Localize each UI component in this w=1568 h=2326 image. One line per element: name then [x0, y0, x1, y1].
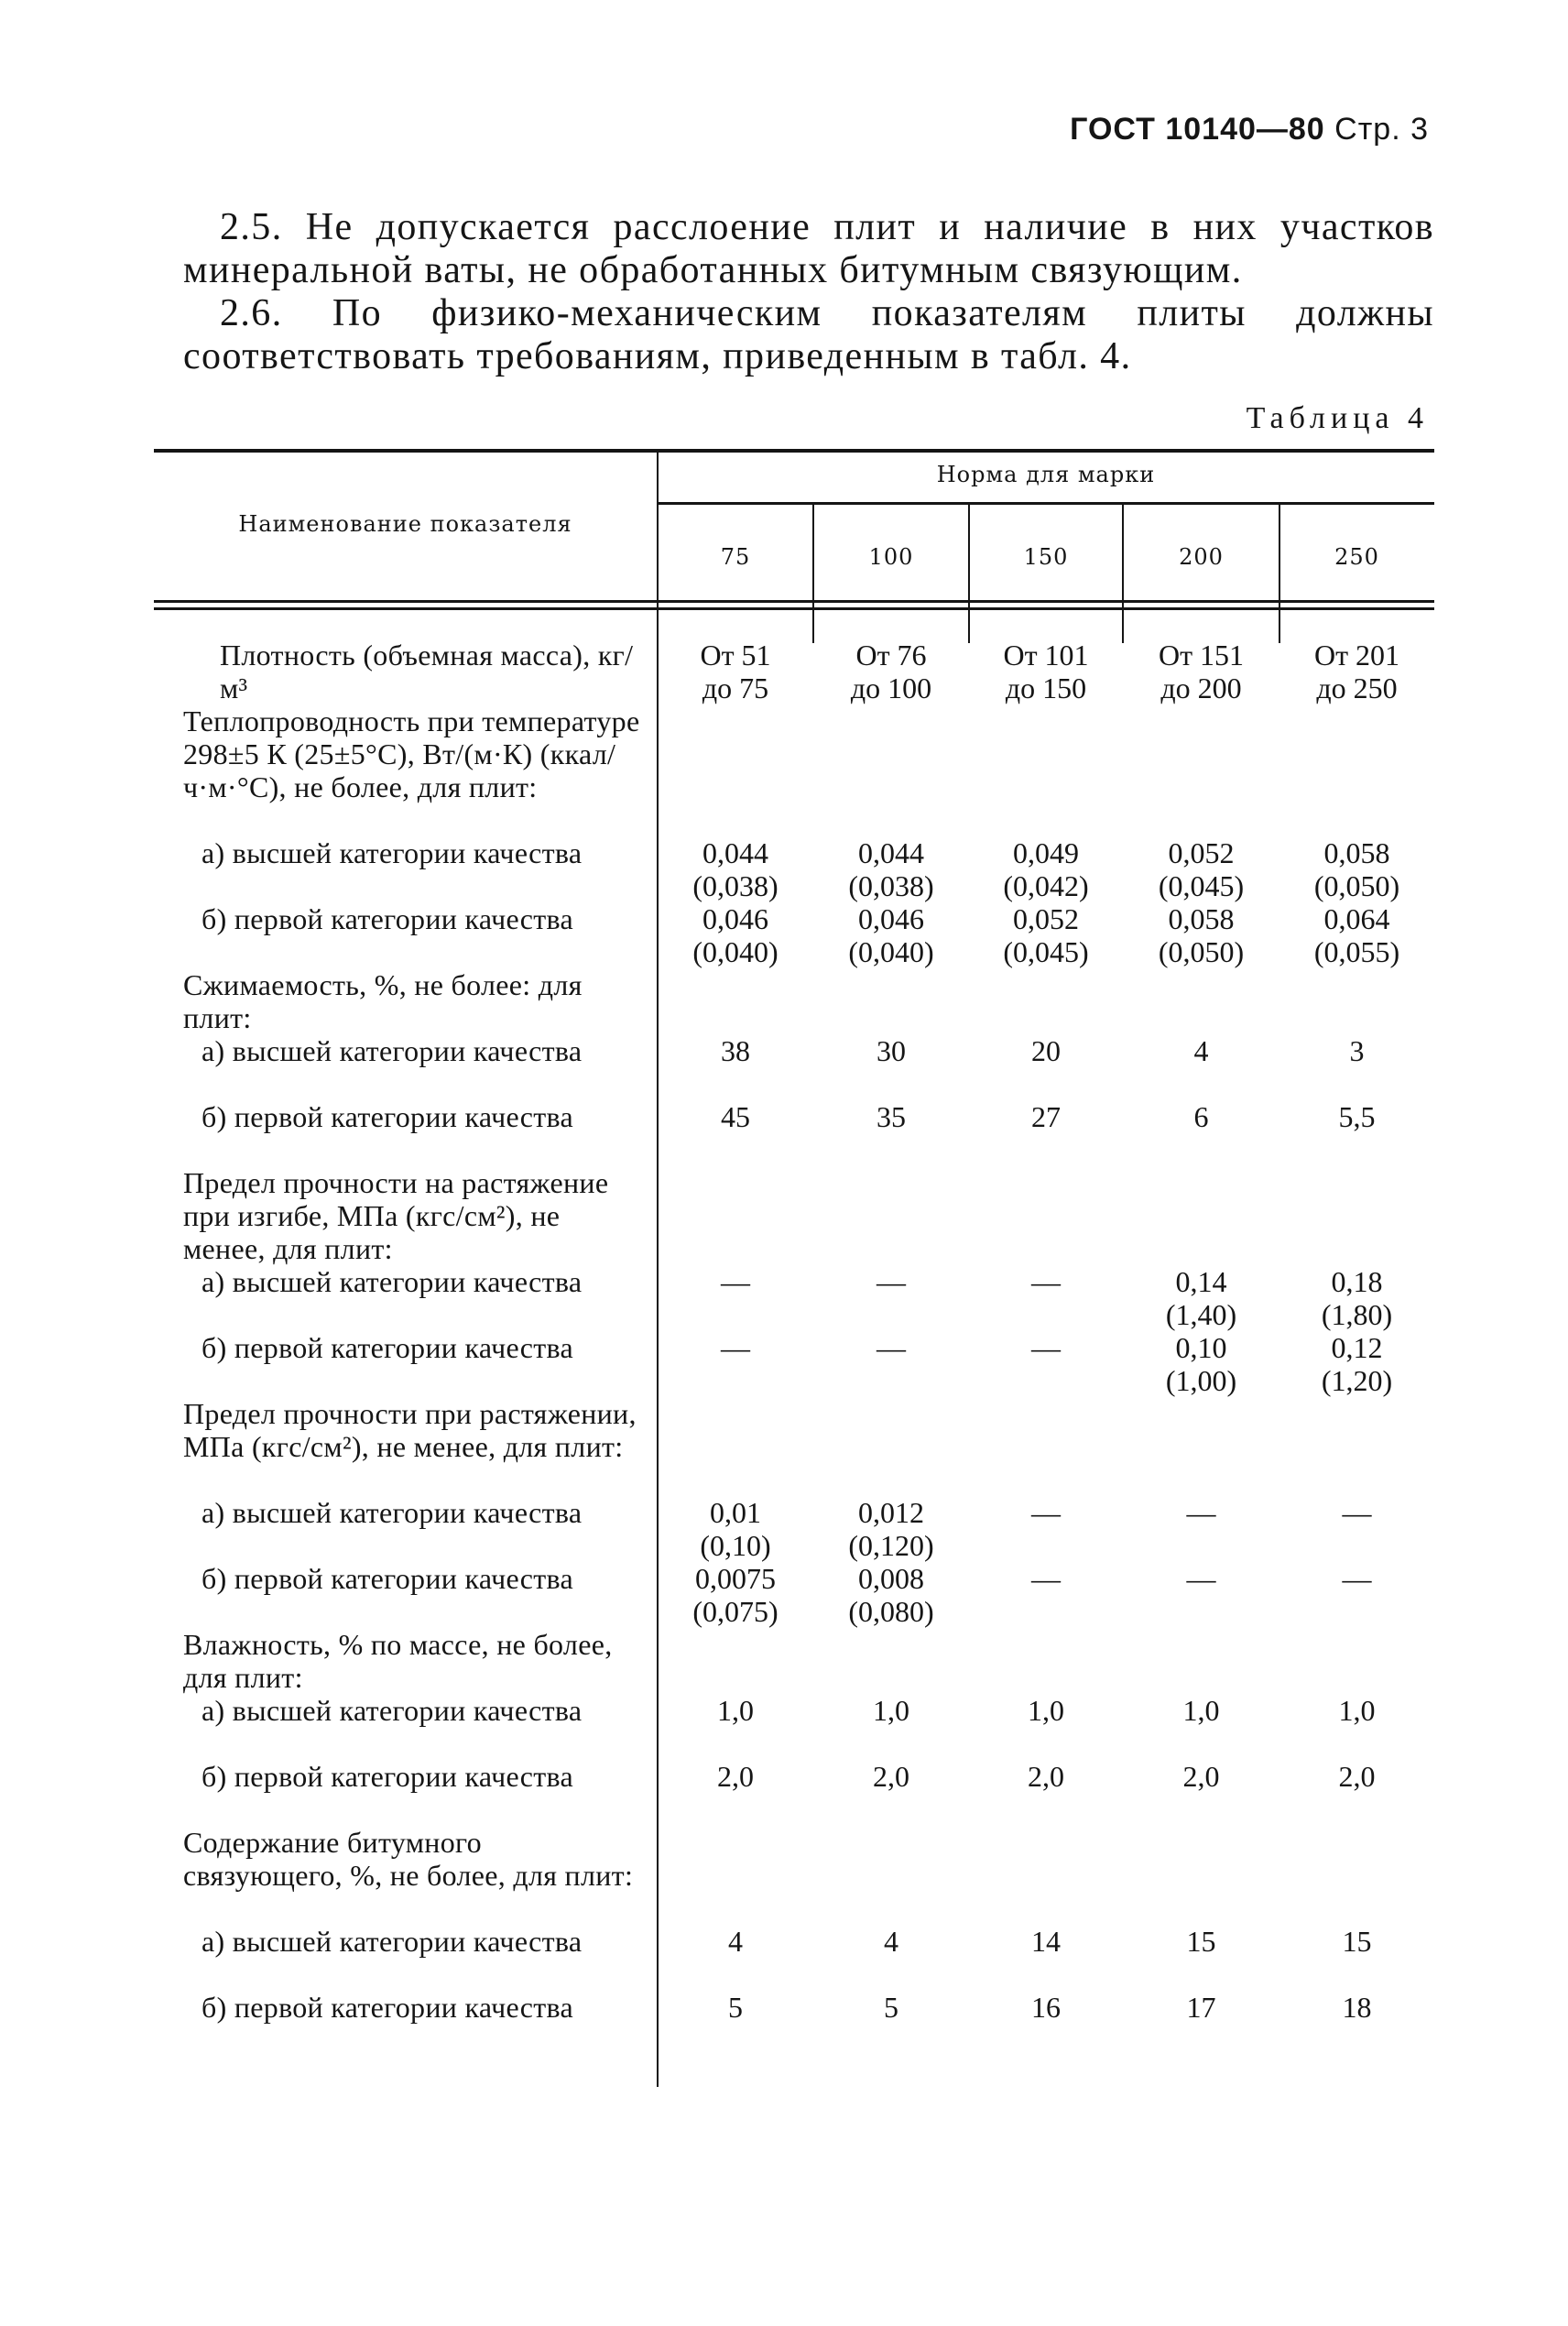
page-header [1070, 112, 1429, 147]
table-cell: 0,064 (0,055) [1313, 902, 1400, 968]
indicator-name: Предел прочности на растяжение при изгибе, МПа (кгс/см²), не менее, для плит: [183, 1166, 609, 1265]
table-cell: — [721, 1265, 750, 1298]
body-text [183, 206, 1434, 378]
table-cell: 3 [1349, 1034, 1365, 1067]
table-cell: — [1031, 1496, 1061, 1529]
table-cell: 5,5 [1338, 1100, 1376, 1133]
paragraph-2-5: 2.5. Не допускается расслоение плит и наличие в них участков минеральной ваты, не обработанных битумным связующим. [183, 206, 1434, 291]
table-cell: — [1031, 1562, 1061, 1595]
indicator-name: а) высшей категории качества [201, 836, 583, 869]
table-cell: 0,10 (1,00) [1165, 1331, 1237, 1397]
indicator-name: а) высшей категории качества [201, 1265, 583, 1298]
table-cell: 18 [1342, 1991, 1372, 2024]
grade-header: 250 [1334, 544, 1379, 570]
table-cell: 2,0 [717, 1760, 754, 1793]
table-cell: 20 [1031, 1034, 1061, 1067]
table-cell: 1,0 [873, 1694, 909, 1727]
table-cell: 4 [1193, 1034, 1209, 1067]
column-separator [1122, 504, 1124, 643]
indicator-name: а) высшей категории качества [201, 1925, 583, 1958]
table-caption: Таблица 4 [1246, 401, 1429, 435]
norm-header: Норма для марки [936, 462, 1156, 487]
indicator-name: Сжимаемость, %, не более: для плит: [183, 968, 583, 1034]
table-cell: 45 [721, 1100, 750, 1133]
table-header-rule-2 [154, 607, 1434, 610]
indicator-name: б) первой категории качества [201, 1760, 574, 1793]
table-cell: 6 [1193, 1100, 1209, 1133]
table-cell: 4 [884, 1925, 898, 1958]
paragraph-2-6: 2.6. По физико-механическим показателям плиты должны соответствовать требованиям, приведенным в табл. 4. [183, 292, 1434, 377]
table-cell: 0,008 (0,080) [848, 1562, 934, 1628]
indicator-name: Влажность, % по массе, не более, для плит: [183, 1628, 613, 1694]
table-cell: 0,012 (0,120) [848, 1496, 934, 1562]
table-cell: 0,052 (0,045) [1158, 836, 1245, 902]
table-cell: 2,0 [1338, 1760, 1376, 1793]
indicator-name: б) первой категории качества [201, 1331, 574, 1364]
norm-header-rule [658, 502, 1434, 505]
table-cell: От 76 до 100 [850, 639, 932, 704]
indicator-name: а) высшей категории качества [201, 1496, 583, 1529]
indicator-name: Плотность (объемная масса), кг/м³ [220, 639, 634, 704]
table-cell: — [877, 1265, 906, 1298]
column-separator [968, 504, 970, 643]
table-cell: 0,058 (0,050) [1313, 836, 1400, 902]
standard-number: ГОСТ 10140—80 [1070, 112, 1325, 147]
table-cell: 0,14 (1,40) [1165, 1265, 1237, 1331]
column-separator [812, 504, 814, 643]
indicator-name: б) первой категории качества [201, 902, 574, 935]
table-cell: 0,044 (0,038) [692, 836, 779, 902]
table-cell: — [1031, 1331, 1061, 1364]
grade-header: 150 [1023, 544, 1069, 570]
table-cell: От 151 до 200 [1158, 639, 1245, 704]
table-cell: 38 [721, 1034, 750, 1067]
table-cell: 0,046 (0,040) [848, 902, 934, 968]
table-cell: 15 [1342, 1925, 1372, 1958]
indicator-name: а) высшей категории качества [201, 1034, 583, 1067]
table-cell: 0,044 (0,038) [848, 836, 934, 902]
table-cell: 35 [877, 1100, 906, 1133]
indicator-name: Предел прочности при растяжении, МПа (кгс/см²), не менее, для плит: [183, 1397, 637, 1463]
indicator-name: б) первой категории качества [201, 1562, 574, 1595]
table-cell: 4 [728, 1925, 743, 1958]
indicator-name: а) высшей категории качества [201, 1694, 583, 1727]
table-cell: 5 [884, 1991, 898, 2024]
table-cell: 0,046 (0,040) [692, 902, 779, 968]
grade-header: 200 [1179, 544, 1224, 570]
table-cell: 14 [1031, 1925, 1061, 1958]
indicator-name: Содержание битумного связующего, %, не более, для плит: [183, 1826, 634, 1892]
table-header-rule-1 [154, 600, 1434, 603]
table-cell: — [877, 1331, 906, 1364]
table-cell: 1,0 [717, 1694, 754, 1727]
indicator-name: б) первой категории качества [201, 1100, 574, 1133]
table-cell: 0,12 (1,20) [1321, 1331, 1393, 1397]
table-cell: — [1031, 1265, 1061, 1298]
table-cell: 17 [1186, 1991, 1216, 2024]
table-cell: 30 [877, 1034, 906, 1067]
table-cell: — [1186, 1496, 1216, 1529]
table-cell: 27 [1031, 1100, 1061, 1133]
table-cell: 2,0 [873, 1760, 909, 1793]
indicator-name-header: Наименование показателя [238, 511, 572, 537]
table-cell: 0,058 (0,050) [1158, 902, 1245, 968]
table-cell: 2,0 [1182, 1760, 1220, 1793]
page-number: Стр. 3 [1334, 112, 1429, 147]
table-cell: От 201 до 250 [1313, 639, 1400, 704]
table-cell: — [1342, 1562, 1372, 1595]
table-cell: 1,0 [1182, 1694, 1220, 1727]
table-cell: 2,0 [1028, 1760, 1064, 1793]
table-top-rule [154, 449, 1434, 453]
indicator-name: б) первой категории качества [201, 1991, 574, 2024]
indicator-name: Теплопроводность при температуре 298±5 К (25±5°С), Вт/(м·К) (ккал/ч·м·°С), не более, для плит: [183, 704, 640, 803]
table-cell: От 101 до 150 [1003, 639, 1089, 704]
table-cell: 5 [728, 1991, 743, 2024]
table-cell: — [1342, 1496, 1372, 1529]
grade-header: 100 [868, 544, 914, 570]
table-cell: 0,18 (1,80) [1321, 1265, 1393, 1331]
table-cell: 1,0 [1338, 1694, 1376, 1727]
table-cell: — [721, 1331, 750, 1364]
column-separator [1279, 504, 1280, 643]
table-cell: — [1186, 1562, 1216, 1595]
table-cell: 0,049 (0,042) [1003, 836, 1089, 902]
table-cell: 0,052 (0,045) [1003, 902, 1089, 968]
table-cell: 0,01 (0,10) [700, 1496, 771, 1562]
table-cell: 0,0075 (0,075) [692, 1562, 779, 1628]
table-cell: От 51 до 75 [700, 639, 771, 704]
table-cell: 16 [1031, 1991, 1061, 2024]
table-cell: 1,0 [1028, 1694, 1064, 1727]
grade-header: 75 [720, 544, 751, 570]
table-cell: 15 [1186, 1925, 1216, 1958]
